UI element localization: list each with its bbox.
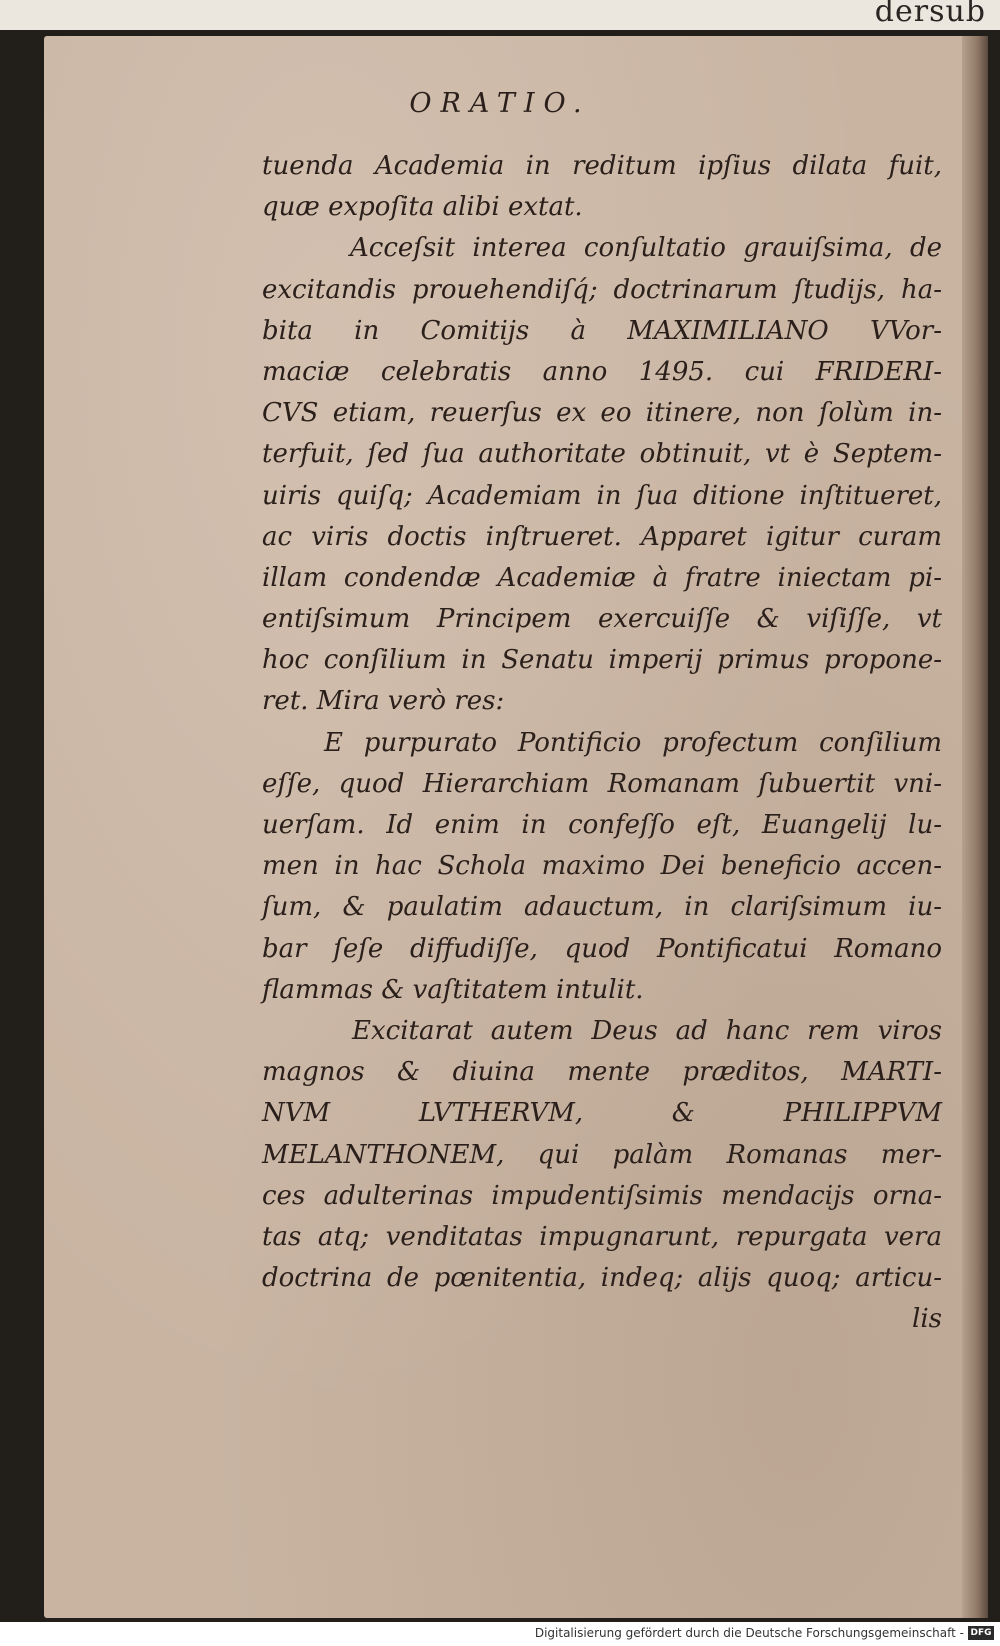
text-line: magnos & diuina mente præditos, MARTI-	[262, 1057, 942, 1088]
text-line: ſum, & paulatim adauctum, in clariſsimum iu-	[262, 892, 942, 923]
text-line: excitandis prouehendiſq́; doctrinarum ſtudijs, ha-	[262, 274, 942, 305]
text-line: hoc conſilium in Senatu imperij primus propone-	[262, 645, 942, 676]
text-line: NVM LVTHERVM, & PHILIPPVM	[262, 1098, 942, 1129]
page-edge	[962, 36, 988, 1618]
body-text	[262, 146, 942, 1340]
text-line: illam condendæ Academiæ à fratre iniectam pi-	[262, 562, 942, 593]
text-line: tas atq; venditatas impugnarunt, repurgata vera	[262, 1221, 942, 1252]
text-line: flammas & vaſtitatem intulit.	[262, 974, 644, 1005]
text-line: bita in Comitijs à MAXIMILIANO VVor-	[262, 315, 942, 346]
text-line: men in hac Schola maximo Dei beneficio accen-	[262, 851, 942, 882]
adjacent-page-fragment: dersub	[874, 0, 986, 29]
text-line: E purpurato Pontificio profectum conſilium	[324, 727, 942, 758]
text-line: CVS etiam, reuerſus ex eo itinere, non ſolùm in-	[262, 398, 942, 429]
text-line: Excitarat autem Deus ad hanc rem viros	[352, 1015, 942, 1046]
dfg-logo-icon: DFG	[968, 1626, 994, 1640]
adjacent-page-strip	[0, 0, 1000, 30]
running-title: ORATIO.	[409, 88, 591, 119]
text-line: ces adulterinas impudentiſsimis mendacijs orna-	[262, 1180, 942, 1211]
catchword: lis	[912, 1304, 942, 1335]
text-line: ac viris doctis inſtrueret. Apparet igitur curam	[262, 521, 942, 552]
text-line: maciæ celebratis anno 1495. cui FRIDERI-	[262, 356, 942, 387]
text-line: uerſam. Id enim in confeſſo eſt, Euangelij lu-	[262, 810, 942, 840]
text-line: tuenda Academia in reditum ipſius dilata fuit,	[262, 151, 942, 181]
text-line: MELANTHONEM, qui palàm Romanas mer-	[262, 1139, 942, 1170]
text-line: terfuit, ſed ſua authoritate obtinuit, vt è Septem-	[262, 439, 942, 470]
text-line: uiris quiſq; Academiam in ſua ditione inſtitueret,	[262, 480, 942, 511]
text-line: eſſe, quod Hierarchiam Romanam ſubuertit vni-	[262, 768, 942, 799]
text-line: doctrina de pœnitentia, indeq; alijs quoq; articu-	[262, 1263, 942, 1294]
text-line: ret. Mira verò res:	[262, 686, 505, 717]
digitization-credit: Digitalisierung gefördert durch die Deutsche Forschungsgemeinschaft -	[534, 1626, 964, 1640]
text-line: Acceſsit interea conſultatio grauiſsima, de	[350, 233, 942, 264]
text-line: entiſsimum Principem exercuiſſe & viſiſſe, vt	[262, 604, 942, 635]
text-line: quæ expoſita alibi extat.	[262, 192, 583, 223]
text-line: bar ſeſe diffudiſſe, quod Pontificatui Romano	[262, 933, 942, 964]
